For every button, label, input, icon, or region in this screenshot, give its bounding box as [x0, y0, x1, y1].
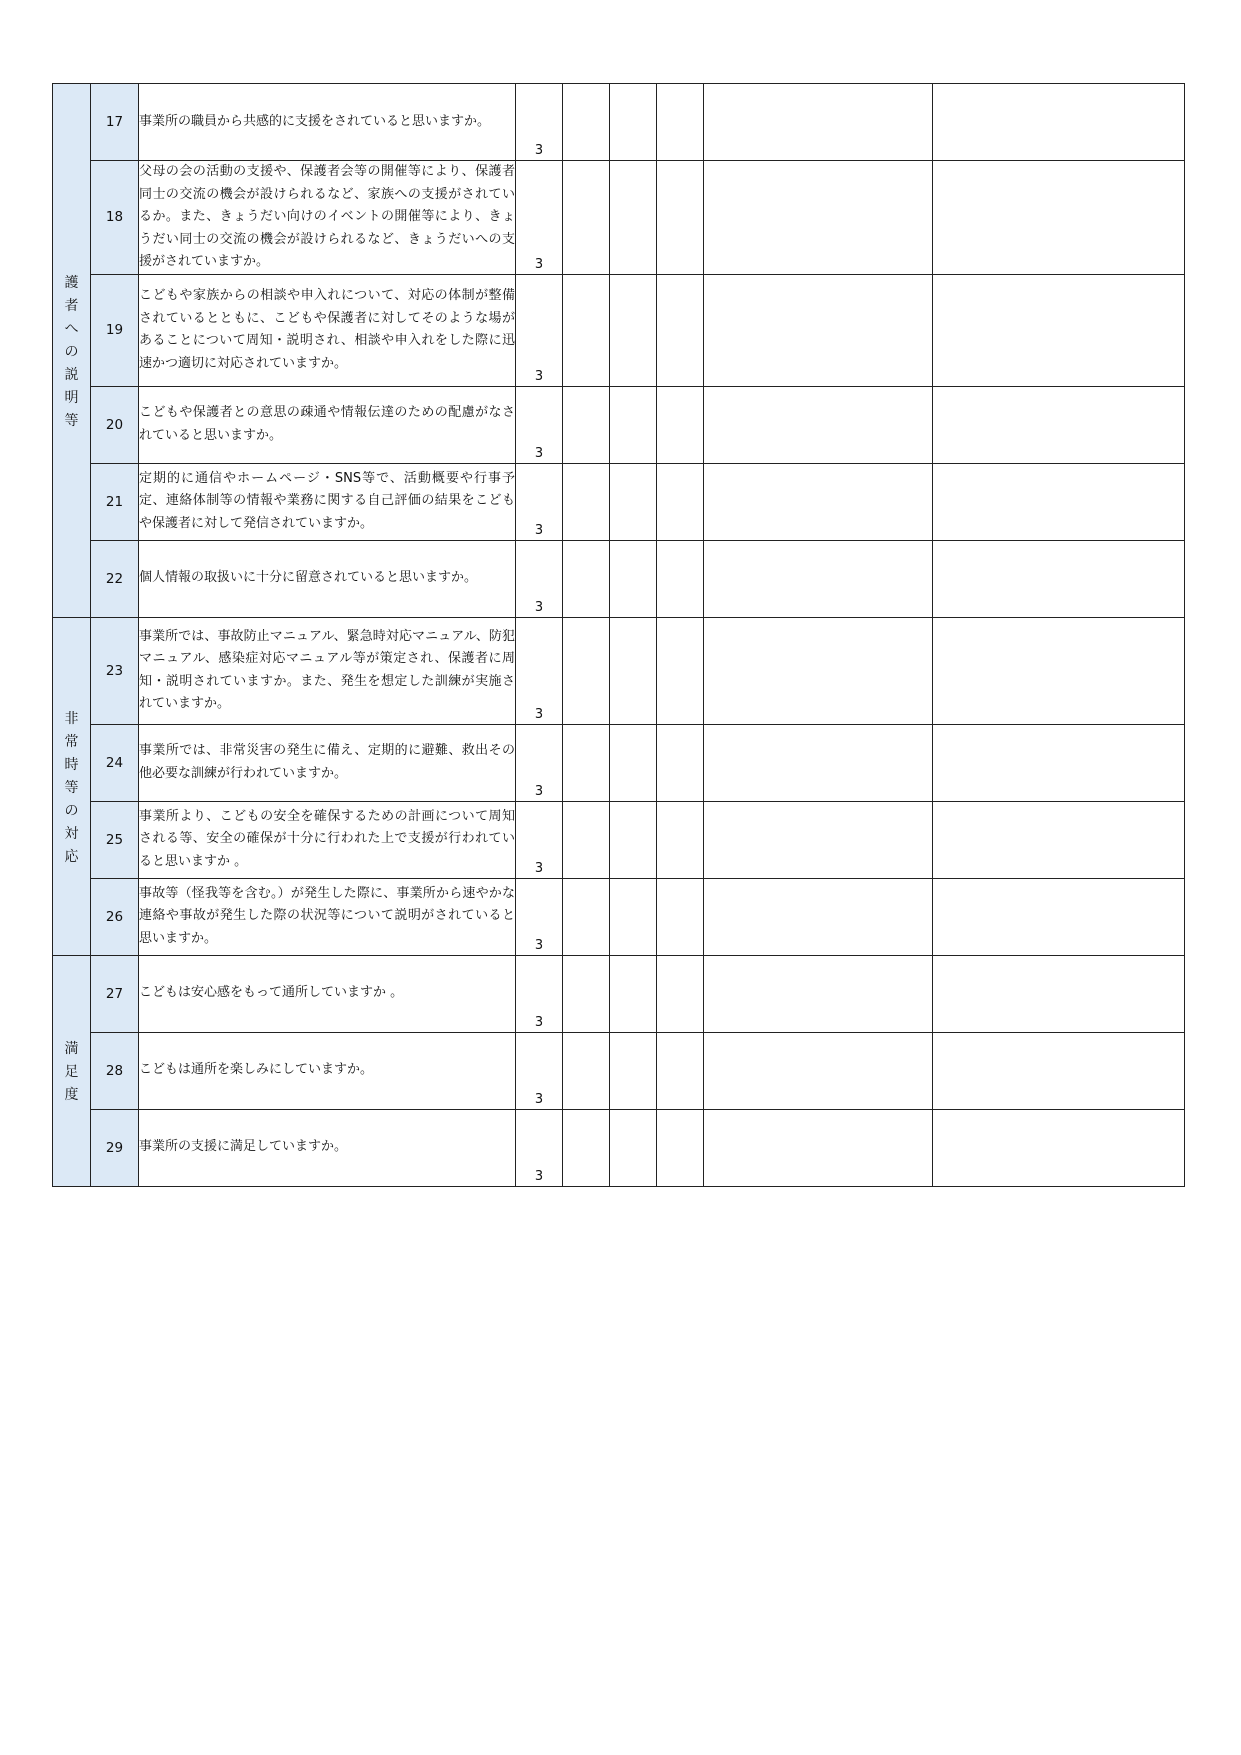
comment-cell[interactable] — [704, 84, 933, 161]
table-row — [53, 1032, 1185, 1109]
answer-value: 3 — [534, 445, 544, 461]
answer-cell[interactable] — [610, 1032, 657, 1109]
answer-cell[interactable] — [610, 161, 657, 275]
question-number: 20 — [91, 386, 139, 463]
answer-value: 3 — [534, 783, 544, 799]
question-number: 28 — [91, 1032, 139, 1109]
answer-cell[interactable] — [516, 540, 563, 617]
answer-cell[interactable] — [516, 274, 563, 386]
answer-cell[interactable] — [610, 463, 657, 540]
answer-cell[interactable] — [516, 84, 563, 161]
table-row — [53, 161, 1185, 275]
question-number: 18 — [91, 161, 139, 275]
answer-cell[interactable] — [610, 84, 657, 161]
section-cell-satisfaction — [53, 955, 91, 1186]
answer-value: 3 — [534, 1014, 544, 1030]
answer-cell[interactable] — [563, 1109, 610, 1186]
answer-cell[interactable] — [563, 955, 610, 1032]
comment-cell[interactable] — [704, 463, 933, 540]
remarks-cell[interactable] — [933, 540, 1185, 617]
table-row — [53, 274, 1185, 386]
table-row — [53, 1109, 1185, 1186]
remarks-cell[interactable] — [933, 161, 1185, 275]
remarks-cell[interactable] — [933, 724, 1185, 801]
answer-cell[interactable] — [516, 386, 563, 463]
answer-cell[interactable] — [657, 1109, 704, 1186]
remarks-cell[interactable] — [933, 1032, 1185, 1109]
question-text: こどもや家族からの相談や申入れについて、対応の体制が整備されているとともに、こどもや保護者に対してそのような場があることについて周知・説明され、相談や申入れをした際に迅速かつ適切に対応されていますか。 — [139, 274, 516, 386]
answer-value: 3 — [534, 143, 544, 158]
answer-cell[interactable] — [516, 724, 563, 801]
answer-cell[interactable] — [657, 540, 704, 617]
question-text: 事業所では、非常災害の発生に備え、定期的に避難、救出その他必要な訓練が行われていますか。 — [139, 724, 516, 801]
table-row — [53, 84, 1185, 161]
answer-cell[interactable] — [516, 801, 563, 878]
evaluation-table — [52, 83, 1185, 1187]
remarks-cell[interactable] — [933, 1109, 1185, 1186]
question-number: 17 — [91, 84, 139, 161]
table-row — [53, 955, 1185, 1032]
table-row — [53, 878, 1185, 955]
answer-cell[interactable] — [657, 724, 704, 801]
question-text: こどもは通所を楽しみにしていますか。 — [139, 1032, 516, 1109]
section-label: 満足度 — [64, 1041, 79, 1103]
question-number: 27 — [91, 955, 139, 1032]
question-number: 29 — [91, 1109, 139, 1186]
answer-value: 3 — [534, 937, 544, 953]
answer-cell[interactable] — [657, 801, 704, 878]
question-number: 25 — [91, 801, 139, 878]
answer-cell[interactable] — [657, 463, 704, 540]
answer-cell[interactable] — [657, 1032, 704, 1109]
answer-cell[interactable] — [516, 617, 563, 724]
answer-cell[interactable] — [657, 617, 704, 724]
question-number: 24 — [91, 724, 139, 801]
answer-cell[interactable] — [563, 463, 610, 540]
section-cell-explanation — [53, 84, 91, 618]
answer-cell[interactable] — [657, 955, 704, 1032]
answer-cell[interactable] — [610, 955, 657, 1032]
remarks-cell[interactable] — [933, 274, 1185, 386]
table-row — [53, 463, 1185, 540]
answer-cell[interactable] — [657, 84, 704, 161]
answer-cell[interactable] — [563, 724, 610, 801]
remarks-cell[interactable] — [933, 463, 1185, 540]
answer-cell[interactable] — [563, 386, 610, 463]
question-text: 事業所より、こどもの安全を確保するための計画について周知される等、安全の確保が十分に行われた上で支援が行われていると思いますか 。 — [139, 801, 516, 878]
answer-cell[interactable] — [563, 161, 610, 275]
answer-cell[interactable] — [657, 274, 704, 386]
comment-cell[interactable] — [704, 724, 933, 801]
question-number: 23 — [91, 617, 139, 724]
remarks-cell[interactable] — [933, 878, 1185, 955]
table-row — [53, 801, 1185, 878]
answer-cell[interactable] — [610, 386, 657, 463]
comment-cell[interactable] — [704, 386, 933, 463]
answer-value: 3 — [534, 599, 544, 615]
question-number: 19 — [91, 274, 139, 386]
question-text: 父母の会の活動の支援や、保護者会等の開催等により、保護者同士の交流の機会が設けられるなど、家族への支援がされているか。また、きょうだい向けのイベントの開催等により、きょうだい同士の交流の機会が設けられるなど、きょうだいへの支援がされていますか。 — [139, 161, 516, 275]
answer-value: 3 — [534, 1091, 544, 1107]
answer-cell[interactable] — [610, 724, 657, 801]
answer-cell[interactable] — [563, 801, 610, 878]
answer-value: 3 — [534, 256, 544, 272]
comment-cell[interactable] — [704, 540, 933, 617]
table-row — [53, 386, 1185, 463]
answer-cell[interactable] — [563, 274, 610, 386]
answer-cell[interactable] — [657, 386, 704, 463]
comment-cell[interactable] — [704, 878, 933, 955]
comment-cell[interactable] — [704, 617, 933, 724]
answer-cell[interactable] — [516, 878, 563, 955]
answer-cell[interactable] — [563, 540, 610, 617]
answer-cell[interactable] — [610, 1109, 657, 1186]
remarks-cell[interactable] — [933, 84, 1185, 161]
question-text: 事業所では、事故防止マニュアル、緊急時対応マニュアル、防犯マニュアル、感染症対応マニュアル等が策定され、保護者に周知・説明されていますか。また、発生を想定した訓練が実施されていますか。 — [139, 617, 516, 724]
section-cell-emergency — [53, 617, 91, 955]
question-number: 22 — [91, 540, 139, 617]
answer-cell[interactable] — [563, 617, 610, 724]
remarks-cell[interactable] — [933, 955, 1185, 1032]
answer-value: 3 — [534, 1168, 544, 1184]
table-row — [53, 617, 1185, 724]
comment-cell[interactable] — [704, 274, 933, 386]
answer-cell[interactable] — [516, 955, 563, 1032]
question-number: 21 — [91, 463, 139, 540]
table-row — [53, 724, 1185, 801]
answer-value: 3 — [534, 706, 544, 722]
question-text: こどもや保護者との意思の疎通や情報伝達のための配慮がなされていると思いますか。 — [139, 386, 516, 463]
remarks-cell[interactable] — [933, 617, 1185, 724]
answer-cell[interactable] — [516, 161, 563, 275]
comment-cell[interactable] — [704, 801, 933, 878]
question-number: 26 — [91, 878, 139, 955]
answer-cell[interactable] — [516, 1032, 563, 1109]
question-text: 事業所の支援に満足していますか。 — [139, 1109, 516, 1186]
comment-cell[interactable] — [704, 1109, 933, 1186]
answer-cell[interactable] — [610, 878, 657, 955]
section-label: 非常時等の対応 — [64, 710, 79, 865]
question-text: 事業所の職員から共感的に支援をされていると思いますか。 — [139, 84, 516, 161]
question-text: 事故等（怪我等を含む。）が発生した際に、事業所から速やかな連絡や事故が発生した際の状況等について説明がされていると思いますか。 — [139, 878, 516, 955]
comment-cell[interactable] — [704, 161, 933, 275]
answer-cell[interactable] — [563, 1032, 610, 1109]
table-row — [53, 540, 1185, 617]
remarks-cell[interactable] — [933, 386, 1185, 463]
section-label: 護者への説明等 — [64, 274, 79, 429]
answer-value: 3 — [534, 522, 544, 538]
answer-cell[interactable] — [610, 801, 657, 878]
question-text: こどもは安心感をもって通所していますか 。 — [139, 955, 516, 1032]
answer-cell[interactable] — [657, 161, 704, 275]
answer-cell[interactable] — [657, 878, 704, 955]
answer-cell[interactable] — [516, 1109, 563, 1186]
remarks-cell[interactable] — [933, 801, 1185, 878]
answer-cell[interactable] — [610, 540, 657, 617]
question-text: 定期的に通信やホームページ・SNS等で、活動概要や行事予定、連絡体制等の情報や業務に関する自己評価の結果をこどもや保護者に対して発信されていますか。 — [139, 463, 516, 540]
answer-cell[interactable] — [516, 463, 563, 540]
answer-value: 3 — [534, 368, 544, 384]
question-text: 個人情報の取扱いに十分に留意されていると思いますか。 — [139, 540, 516, 617]
answer-cell[interactable] — [610, 617, 657, 724]
comment-cell[interactable] — [704, 1032, 933, 1109]
comment-cell[interactable] — [704, 955, 933, 1032]
answer-cell[interactable] — [563, 84, 610, 161]
answer-value: 3 — [534, 860, 544, 876]
answer-cell[interactable] — [610, 274, 657, 386]
answer-cell[interactable] — [563, 878, 610, 955]
